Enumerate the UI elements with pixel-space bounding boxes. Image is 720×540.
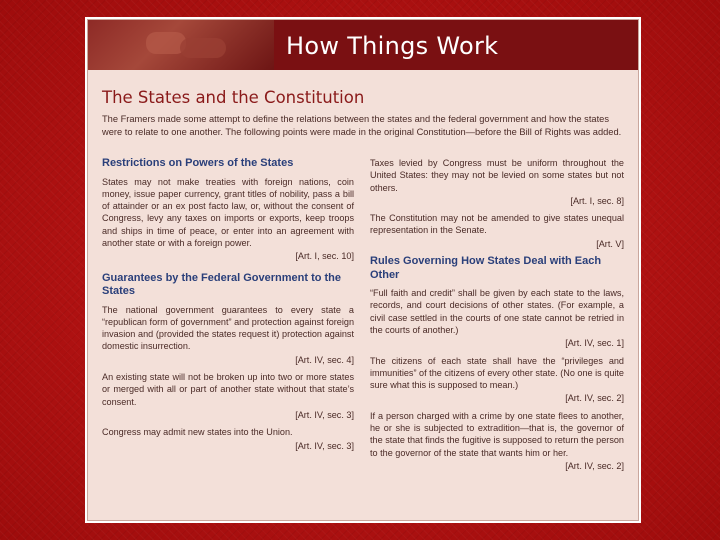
rule-text: The citizens of each state shall have the “privileges and immunities” of the citizens of every other state. (No one is quite sure what this is supposed to mean.) — [370, 355, 624, 391]
textbook-page — [87, 19, 639, 521]
guarantee-text: The national government guarantees to every state a “republican form of government” and protection against foreign invasion and (provided the states request it) protection against domestic insurrection. — [102, 304, 354, 352]
article-reference: [Art. IV, sec. 4] — [295, 354, 354, 365]
rule-text: If a person charged with a crime by one state flees to another, he or she is subjected to extradition—that is, the governor of the state that finds the fugitive is supposed to return the person to the governor of the state that wants him or her. — [370, 410, 624, 458]
intro-paragraph: The Framers made some attempt to define the relations between the states and the federal government and how the states were to relate to one another. The following points were made in the original Constitution—before the Bill of Rights was added. — [102, 114, 622, 137]
article-reference: [Art. IV, sec. 3] — [295, 440, 354, 451]
article-reference: [Art. V] — [596, 238, 624, 249]
tax-uniformity-text: Taxes levied by Congress must be uniform throughout the United States: they may not be levied on some states but not others. — [370, 158, 624, 193]
restrictions-text: States may not make treaties with foreign nations, coin money, issue paper currency, grant titles of nobility, pass a bill of attainder or an ex post facto law, or, without the consent of Congress, levy any taxes on imports or exports, keep troops and ships in time of peace, or enter into an agreement with another state or with a foreign power. — [102, 176, 354, 248]
banner-title: How Things Work — [286, 32, 499, 60]
rule-text: “Full faith and credit” shall be given by each state to the laws, records, and court decisions of other states. (For example, a civil case settled in the courts of one state cannot be retried in the courts of another.) — [370, 288, 624, 335]
article-reference: [Art. IV, sec. 1] — [565, 338, 624, 349]
guarantee-text: An existing state will not be broken up into two or more states or merged with all or part of another state without that state’s consent. — [102, 372, 354, 407]
hand-shape — [180, 38, 226, 58]
section-heading-rules: Rules Governing How States Deal with Each Other — [370, 255, 602, 281]
article-reference: [Art. I, sec. 8] — [570, 195, 624, 206]
amendment-text: The Constitution may not be amended to give states unequal representation in the Senate. — [370, 213, 624, 236]
article-reference: [Art. I, sec. 10] — [295, 251, 354, 262]
slide — [85, 17, 641, 523]
section-heading-restrictions: Restrictions on Powers of the States — [102, 157, 294, 169]
article-reference: [Art. IV, sec. 3] — [295, 409, 354, 420]
left-column — [102, 157, 354, 452]
article-reference: [Art. IV, sec. 2] — [565, 393, 624, 404]
section-heading-guarantees: Guarantees by the Federal Government to the States — [102, 271, 342, 298]
header-banner — [88, 20, 638, 70]
page-title: The States and the Constitution — [102, 88, 365, 107]
article-reference: [Art. IV, sec. 2] — [565, 460, 624, 471]
handshake-photo — [88, 20, 274, 70]
right-column — [370, 157, 624, 472]
guarantee-text: Congress may admit new states into the Union. — [102, 427, 293, 438]
